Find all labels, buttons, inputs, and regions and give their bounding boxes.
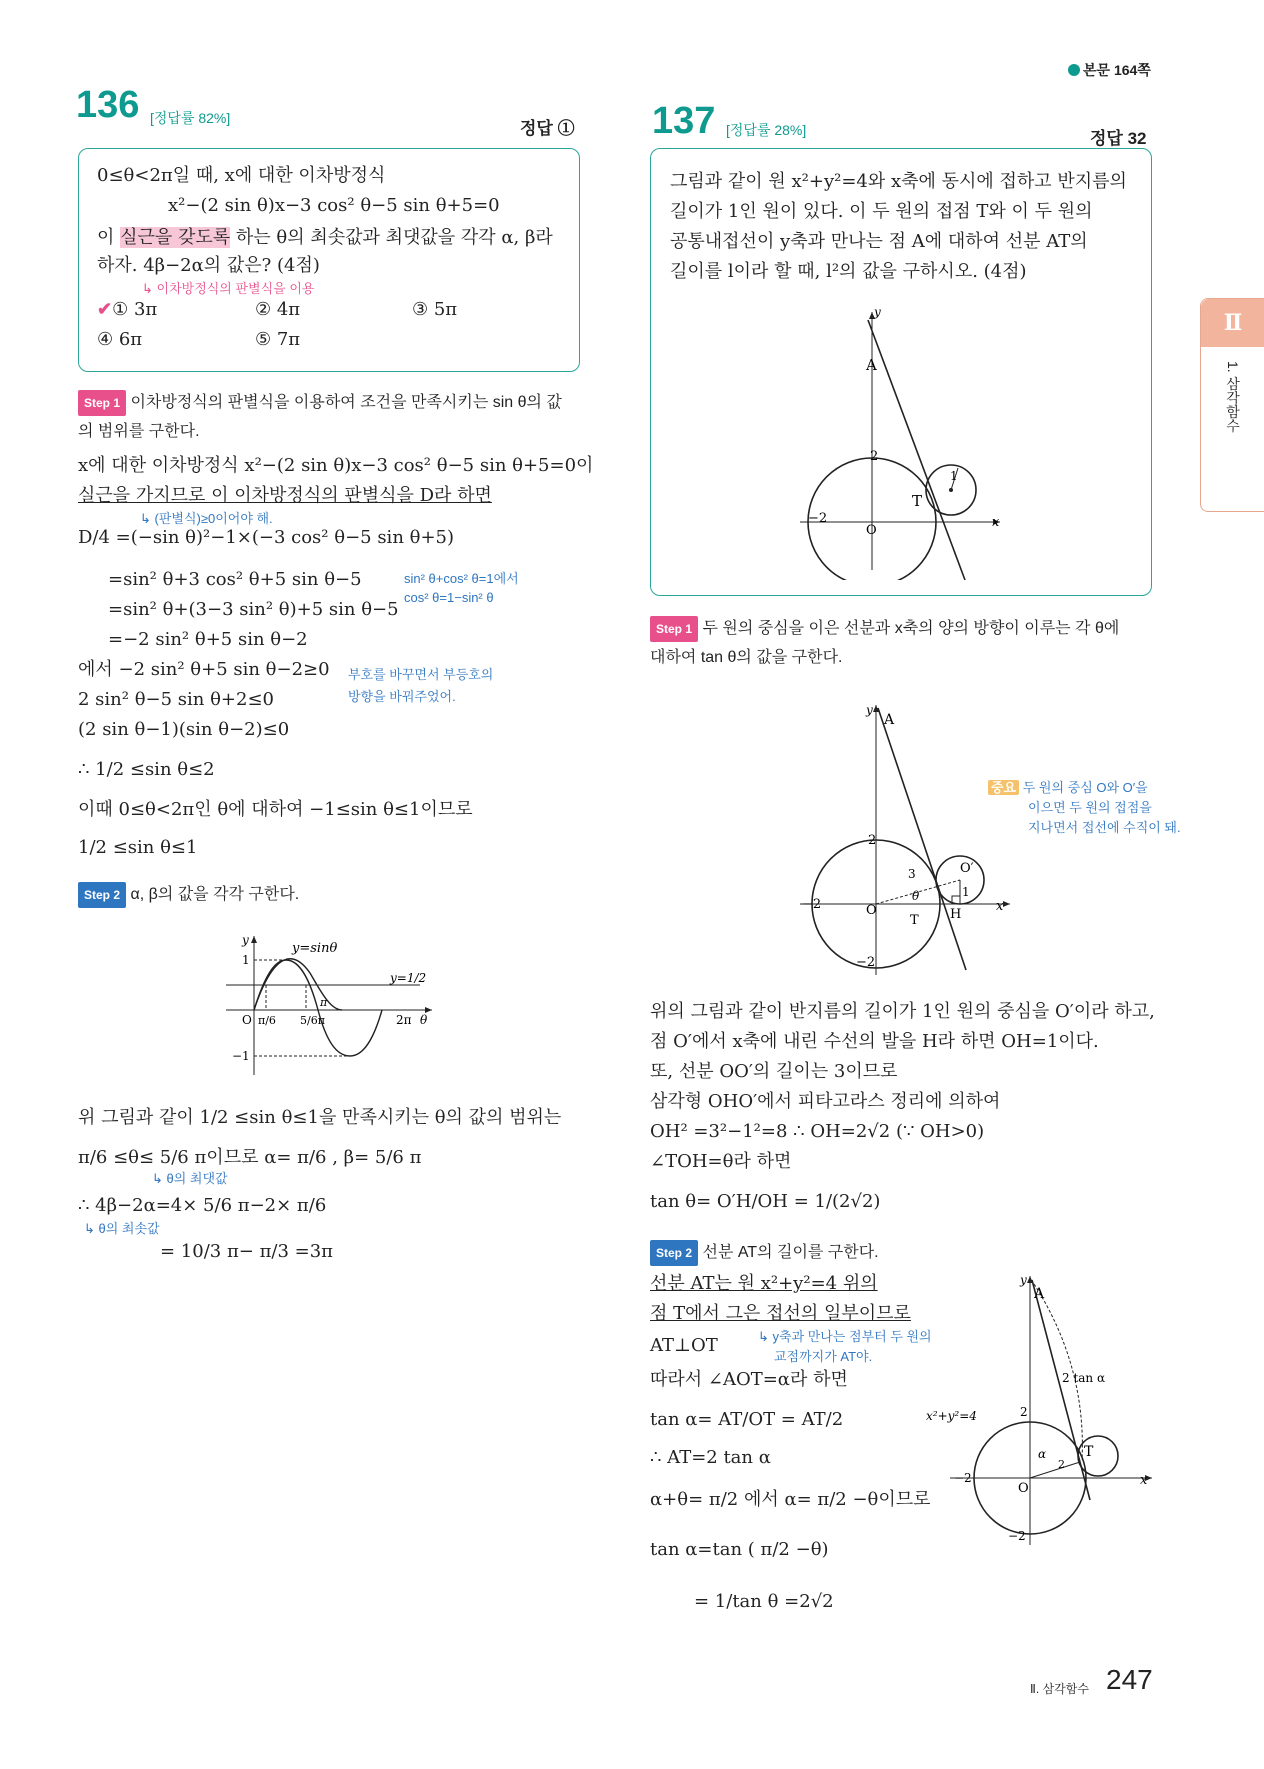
graph-pi6: π/6 (258, 1014, 276, 1027)
fig3-x: x (1140, 1473, 1148, 1488)
v137-4: 따라서 ∠AOT=α라 하면 (650, 1369, 848, 1390)
step1-137: Step 1 두 원의 중심을 이은 선분과 x축의 양의 방향이 이루는 각 θ에 (650, 616, 1119, 642)
problem-136-number: 136 (76, 84, 140, 126)
figure-137-step2 (920, 1270, 1160, 1550)
graph-pi: π (320, 996, 328, 1009)
fig3-tan: 2 tan α (1062, 1371, 1106, 1385)
highlight-text: 실근을 갖도록 (120, 227, 231, 248)
choice-3[interactable]: ③ 5π (412, 299, 458, 320)
choice-5[interactable]: ⑤ 7π (255, 329, 301, 350)
graph-theta: θ (420, 1013, 428, 1027)
fig2-m2b: −2 (856, 955, 876, 970)
problem-137-rate: [정답률 28%] (726, 122, 807, 138)
s136-4-note1: sin² θ+cos² θ=1에서 (404, 571, 519, 586)
fig1-m2: −2 (808, 511, 828, 526)
s136-9: (2 sin θ−1)(sin θ−2)≤0 (78, 719, 290, 740)
fig3-o: O (1018, 1481, 1029, 1496)
fig1-1: 1 (950, 469, 958, 483)
step2-136: Step 2 α, β의 값을 각각 구한다. (78, 882, 299, 908)
step-badge: Step 1 (650, 616, 698, 642)
graph-curve-label: y=sinθ (292, 941, 338, 956)
q136-line3: 이 실근을 갖도록 하는 θ의 최솟값과 최댓값을 각각 α, β라 (97, 227, 553, 248)
fig3-2: 2 (1020, 1405, 1028, 1419)
t136-1: 위 그림과 같이 1/2 ≤sin θ≤1을 만족시키는 θ의 값의 범위는 (78, 1107, 562, 1128)
chapter-side-tab[interactable] (1200, 298, 1264, 512)
u137-2: 점 O′에서 x축에 내린 수선의 발을 H라 하면 OH=1이다. (650, 1031, 1099, 1052)
u137-3: 또, 선분 OO′의 길이는 3이므로 (650, 1061, 898, 1082)
s136-12: 1/2 ≤sin θ≤1 (78, 837, 198, 858)
fig3-m2: −2 (954, 1471, 972, 1485)
sine-graph (220, 930, 440, 1080)
check-mark-icon: ✔ (97, 299, 113, 320)
step1-136: Step 1 이차방정식의 판별식을 이용하여 조건을 만족시키는 sin θ의 값 (78, 390, 562, 416)
t136-2: π/6 ≤θ≤ 5/6 π이므로 α= π/6 , β= 5/6 π (78, 1147, 422, 1168)
step2-137: Step 2 선분 AT의 길이를 구한다. (650, 1240, 879, 1266)
choice-4[interactable]: ④ 6π (97, 329, 143, 350)
graph-ylab: y (242, 933, 249, 947)
fig2-o: O (866, 903, 877, 918)
s136-8: 2 sin² θ−5 sin θ+2≤0 (78, 689, 275, 710)
u137-4: 삼각형 OHO′에서 피타고라스 정리에 의하여 (650, 1091, 1001, 1112)
q136-note: ↳ 이차방정식의 판별식을 이용 (142, 281, 315, 296)
fig3-2b: 2 (1058, 1458, 1065, 1471)
fig2-a: A (884, 712, 895, 728)
graph-neg1: −1 (232, 1049, 250, 1063)
fig3-a: A (1034, 1286, 1045, 1302)
step1-136-cont: 의 범위를 구한다. (78, 423, 200, 440)
s136-7-note2: 방향을 바꿔주었어. (348, 689, 456, 704)
problem-136-rate: [정답률 82%] (150, 110, 231, 126)
step-badge: Step 2 (650, 1240, 698, 1266)
t136-2-note: ↳ θ의 최댓값 (152, 1171, 228, 1186)
fig2-x: x (996, 899, 1004, 914)
choice-1[interactable]: ✔① 3π (97, 299, 158, 320)
fig2-y: y (866, 703, 873, 717)
s136-2-note: ↳ (판별식)≥0이어야 해. (140, 511, 273, 526)
q137-line1: 그림과 같이 원 x²+y²=4와 x축에 동시에 접하고 반지름의 (670, 171, 1127, 192)
fig1-2: 2 (870, 449, 879, 464)
important-tag: 중요 (988, 780, 1019, 795)
tab-head: Ⅱ (1201, 299, 1264, 347)
footer-chapter: Ⅱ. 삼각함수 (1030, 1682, 1089, 1696)
step-badge: Step 1 (78, 390, 126, 416)
fig3-y: y (1020, 1273, 1027, 1287)
graph-line-label: y=1/2 (390, 971, 427, 985)
q137-line3: 공통내접선이 y축과 만나는 점 A에 대하여 선분 AT의 (670, 231, 1088, 252)
problem-137-number: 137 (652, 100, 716, 142)
v137-5: tan α= AT/OT = AT/2 (650, 1409, 844, 1430)
v137-2-note2: 교점까지가 AT야. (774, 1349, 873, 1364)
fig2-op: O′ (960, 861, 974, 876)
fig1-o: O (866, 523, 877, 538)
u137-7: tan θ= O′H/OH = 1/(2√2) (650, 1191, 881, 1212)
q137-line2: 길이가 1인 원이 있다. 이 두 원의 접점 T와 이 두 원의 (670, 201, 1093, 222)
fig3-m2b: −2 (1008, 1529, 1026, 1543)
v137-7: α+θ= π/2 에서 α= π/2 −θ이므로 (650, 1489, 931, 1510)
v137-2-note1: ↳ y축과 만나는 점부터 두 원의 (758, 1329, 932, 1344)
important-note: 중요 두 원의 중심 O와 O′을 이으면 두 원의 접점을 지나면서 접선에 수직이 돼. (988, 778, 1181, 838)
s136-7-note1: 부호를 바꾸면서 부등호의 (348, 667, 494, 682)
fig2-t: T (910, 913, 919, 928)
s136-7: 에서 −2 sin² θ+5 sin θ−2≥0 (78, 659, 330, 680)
footer-page-number: 247 (1106, 1664, 1153, 1695)
s136-10: ∴ 1/2 ≤sin θ≤2 (78, 759, 215, 780)
step-badge: Step 2 (78, 882, 126, 908)
fig1-x: x (992, 515, 1000, 530)
problem-137-answer: 정답 32 (1090, 129, 1147, 148)
s136-1: x에 대한 이차방정식 x²−(2 sin θ)x−3 cos² θ−5 sin θ+5=0이 (78, 455, 594, 476)
fig2-h: H (950, 907, 962, 922)
v137-3: AT⊥OT (650, 1335, 718, 1356)
s136-4-note2: cos² θ=1−sin² θ (404, 590, 494, 605)
fig1-y: y (874, 305, 881, 319)
t136-3: ∴ 4β−2α=4× 5/6 π−2× π/6 (78, 1195, 327, 1216)
q137-line4: 길이를 l이라 할 때, l²의 값을 구하시오. (4점) (670, 261, 1027, 282)
v137-9: = 1/tan θ =2√2 (694, 1591, 834, 1612)
v137-6: ∴ AT=2 tan α (650, 1447, 771, 1468)
choice-2[interactable]: ② 4π (255, 299, 301, 320)
graph-2pi: 2π (396, 1013, 412, 1027)
fig2-2: 2 (868, 833, 877, 848)
s136-11: 이때 0≤θ<2π인 θ에 대하여 −1≤sin θ≤1이므로 (78, 799, 473, 820)
graph-pi56: 5/6π (300, 1014, 325, 1027)
s136-5: =sin² θ+(3−3 sin² θ)+5 sin θ−5 (108, 599, 399, 620)
u137-5: OH² =3²−1²=8 ∴ OH=2√2 (∵ OH>0) (650, 1121, 985, 1142)
fig2-theta: θ (912, 889, 920, 903)
q136-line2: x²−(2 sin θ)x−3 cos² θ−5 sin θ+5=0 (168, 195, 500, 216)
figure-137-step1 (800, 700, 1020, 980)
s136-6: =−2 sin² θ+5 sin θ−2 (108, 629, 308, 650)
u137-1: 위의 그림과 같이 반지름의 길이가 1인 원의 중심을 O′이라 하고, (650, 1001, 1155, 1022)
tab-label: 1. 삼각함수 (1225, 361, 1241, 433)
v137-2: 점 T에서 그은 접선의 일부이므로 (650, 1303, 911, 1324)
v137-8: tan α=tan ( π/2 −θ) (650, 1539, 829, 1560)
fig3-t: T (1084, 1444, 1094, 1460)
s136-3: D/4 =(−sin θ)²−1×(−3 cos² θ−5 sin θ+5) (78, 527, 455, 548)
q136-line1: 0≤θ<2π일 때, x에 대한 이차방정식 (97, 165, 386, 186)
figure-137-problem (800, 300, 1030, 580)
graph-o: O (242, 1013, 252, 1027)
t136-4: = 10/3 π− π/3 =3π (160, 1241, 334, 1262)
step1-137-cont: 대하여 tan θ의 값을 구한다. (650, 649, 843, 666)
s136-2: 실근을 가지므로 이 이차방정식의 판별식을 D라 하면 (78, 485, 492, 506)
fig2-m2: −2 (802, 897, 822, 912)
fig2-1: 1 (962, 885, 970, 899)
u137-6: ∠TOH=θ라 하면 (650, 1151, 792, 1172)
t136-3-note: ↳ θ의 최솟값 (84, 1221, 160, 1236)
page-ref: 본문 164쪽 (1068, 60, 1151, 80)
q136-line4: 하자. 4β−2α의 값은? (4점) (97, 255, 320, 276)
graph-one: 1 (242, 953, 250, 967)
s136-4: =sin² θ+3 cos² θ+5 sin θ−5 (108, 569, 362, 590)
problem-136-answer: 정답 ① (520, 119, 575, 138)
circle-arrow-icon (1068, 64, 1080, 76)
fig2-3: 3 (908, 867, 916, 881)
v137-1: 선분 AT는 원 x²+y²=4 위의 (650, 1273, 878, 1294)
fig3-alpha: α (1038, 1447, 1047, 1461)
fig1-t: T (912, 492, 923, 510)
fig3-circ: x²+y²=4 (926, 1409, 977, 1423)
fig1-a: A (866, 356, 877, 374)
